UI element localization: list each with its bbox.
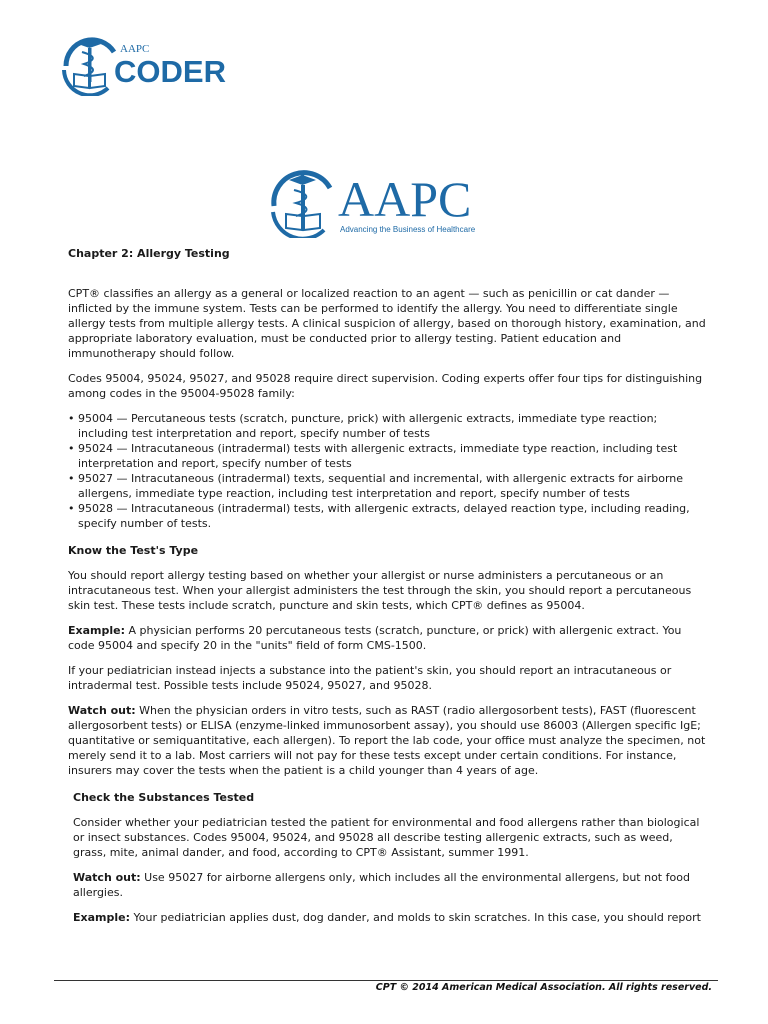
- logo-wordmark: CODER: [114, 54, 226, 89]
- caduceus-emblem-icon: [273, 172, 330, 238]
- aapc-coder-logo: [58, 30, 248, 96]
- section-heading-substances: Check the Substances Tested: [73, 791, 255, 804]
- logo-small-label: AAPC: [120, 43, 150, 55]
- list-item: • 95027 — Intracutaneous (intradermal) texts, sequential and incremental, with allergenic extracts for airborne allergens, immediate type reaction, including test interpretation and report, specify number of tests: [68, 471, 708, 501]
- section2-paragraph-1: Consider whether your pediatrician tested the patient for environmental and food allergens rather than biological or insect substances. Codes 95004, 95024, and 95028 all describe testing allergenic extracts, such as weed, grass, mite, animal dander, and food, according to CPT® Assistant, summer 1991.: [73, 816, 700, 859]
- watch-out-text: Use 95027 for airborne allergens only, which includes all the environmental allergens, but not food allergies.: [73, 871, 690, 899]
- example-text: Your pediatrician applies dust, dog dander, and molds to skin scratches. In this case, you should report: [130, 911, 701, 924]
- list-item: • 95004 — Percutaneous tests (scratch, puncture, prick) with allergenic extracts, immediate type reaction; including test interpretation and report, specify number of tests: [68, 411, 708, 441]
- code-list: [68, 411, 708, 531]
- list-item: • 95024 — Intracutaneous (intradermal) tests with allergenic extracts, immediate type reaction, including test interpretation and report, specify number of tests: [68, 441, 708, 471]
- section1-watch-out: [68, 703, 708, 778]
- example-label: Example:: [73, 911, 130, 924]
- section1-example: [68, 623, 708, 653]
- intro-paragraph-2: Codes 95004, 95024, 95027, and 95028 require direct supervision. Coding experts offer four tips for distinguishing among codes in the 95004-95028 family:: [68, 372, 703, 400]
- aapc-logo: [268, 166, 508, 238]
- copyright-footer: CPT © 2014 American Medical Association. All rights reserved.: [375, 982, 712, 993]
- list-item: • 95028 — Intracutaneous (intradermal) tests, with allergenic extracts, delayed reaction type, including reading, specify number of tests.: [68, 501, 708, 531]
- watch-out-text: When the physician orders in vitro tests, such as RAST (radio allergosorbent tests), FAST (fluorescent allergosorbent tests) or ELISA (enzyme-linked immunosorbent assay), you should use 86003 (Allergen specific IgE; quantitative or semiquantitative, each allergen). To report the lab code, your office must analyze the specimen, not merely send it to a lab. Most carriers will not pay for these tests except under certain conditions. For instance, insurers may cover the tests when the patient is a child younger than 4 years of age.: [68, 704, 706, 777]
- footer-divider: [54, 980, 718, 981]
- example-label: Example:: [68, 624, 125, 637]
- logo-tagline: Advancing the Business of Healthcare: [340, 225, 476, 234]
- section2-watch-out: [73, 870, 708, 900]
- intro-paragraph-1: CPT® classifies an allergy as a general or localized reaction to an agent — such as penicillin or cat dander — inflicted by the immune system. Tests can be performed to identify the allergy. You need to differentiate single allergy tests from multiple allergy tests. A clinical suspicion of allergy, based on thorough history, examination, and appropriate laboratory evaluation, must be conducted prior to allergy testing. Patient education and immunotherapy should follow.: [68, 287, 706, 360]
- section1-paragraph-1: You should report allergy testing based on whether your allergist or nurse administers a percutaneous or an intracutaneous test. When your allergist administers the test through the skin, you should report a percutaneous skin test. These tests include scratch, puncture and skin tests, which CPT® defines as 95004.: [68, 569, 692, 612]
- caduceus-emblem-icon: [64, 38, 114, 95]
- section1-paragraph-2: If your pediatrician instead injects a substance into the patient's skin, you should report an intracutaneous or intradermal test. Possible tests include 95024, 95027, and 95028.: [68, 664, 672, 692]
- article-body: [68, 246, 708, 935]
- section2-example: [73, 910, 708, 925]
- chapter-title: Chapter 2: Allergy Testing: [68, 247, 230, 260]
- watch-out-label: Watch out:: [73, 871, 141, 884]
- section2: [68, 790, 708, 925]
- example-text: A physician performs 20 percutaneous tests (scratch, puncture, or prick) with allergenic extract. You code 95004 and specify 20 in the "units" field of form CMS-1500.: [68, 624, 682, 652]
- section-heading-tests-type: Know the Test's Type: [68, 544, 199, 557]
- logo-wordmark: AAPC: [338, 171, 472, 227]
- watch-out-label: Watch out:: [68, 704, 136, 717]
